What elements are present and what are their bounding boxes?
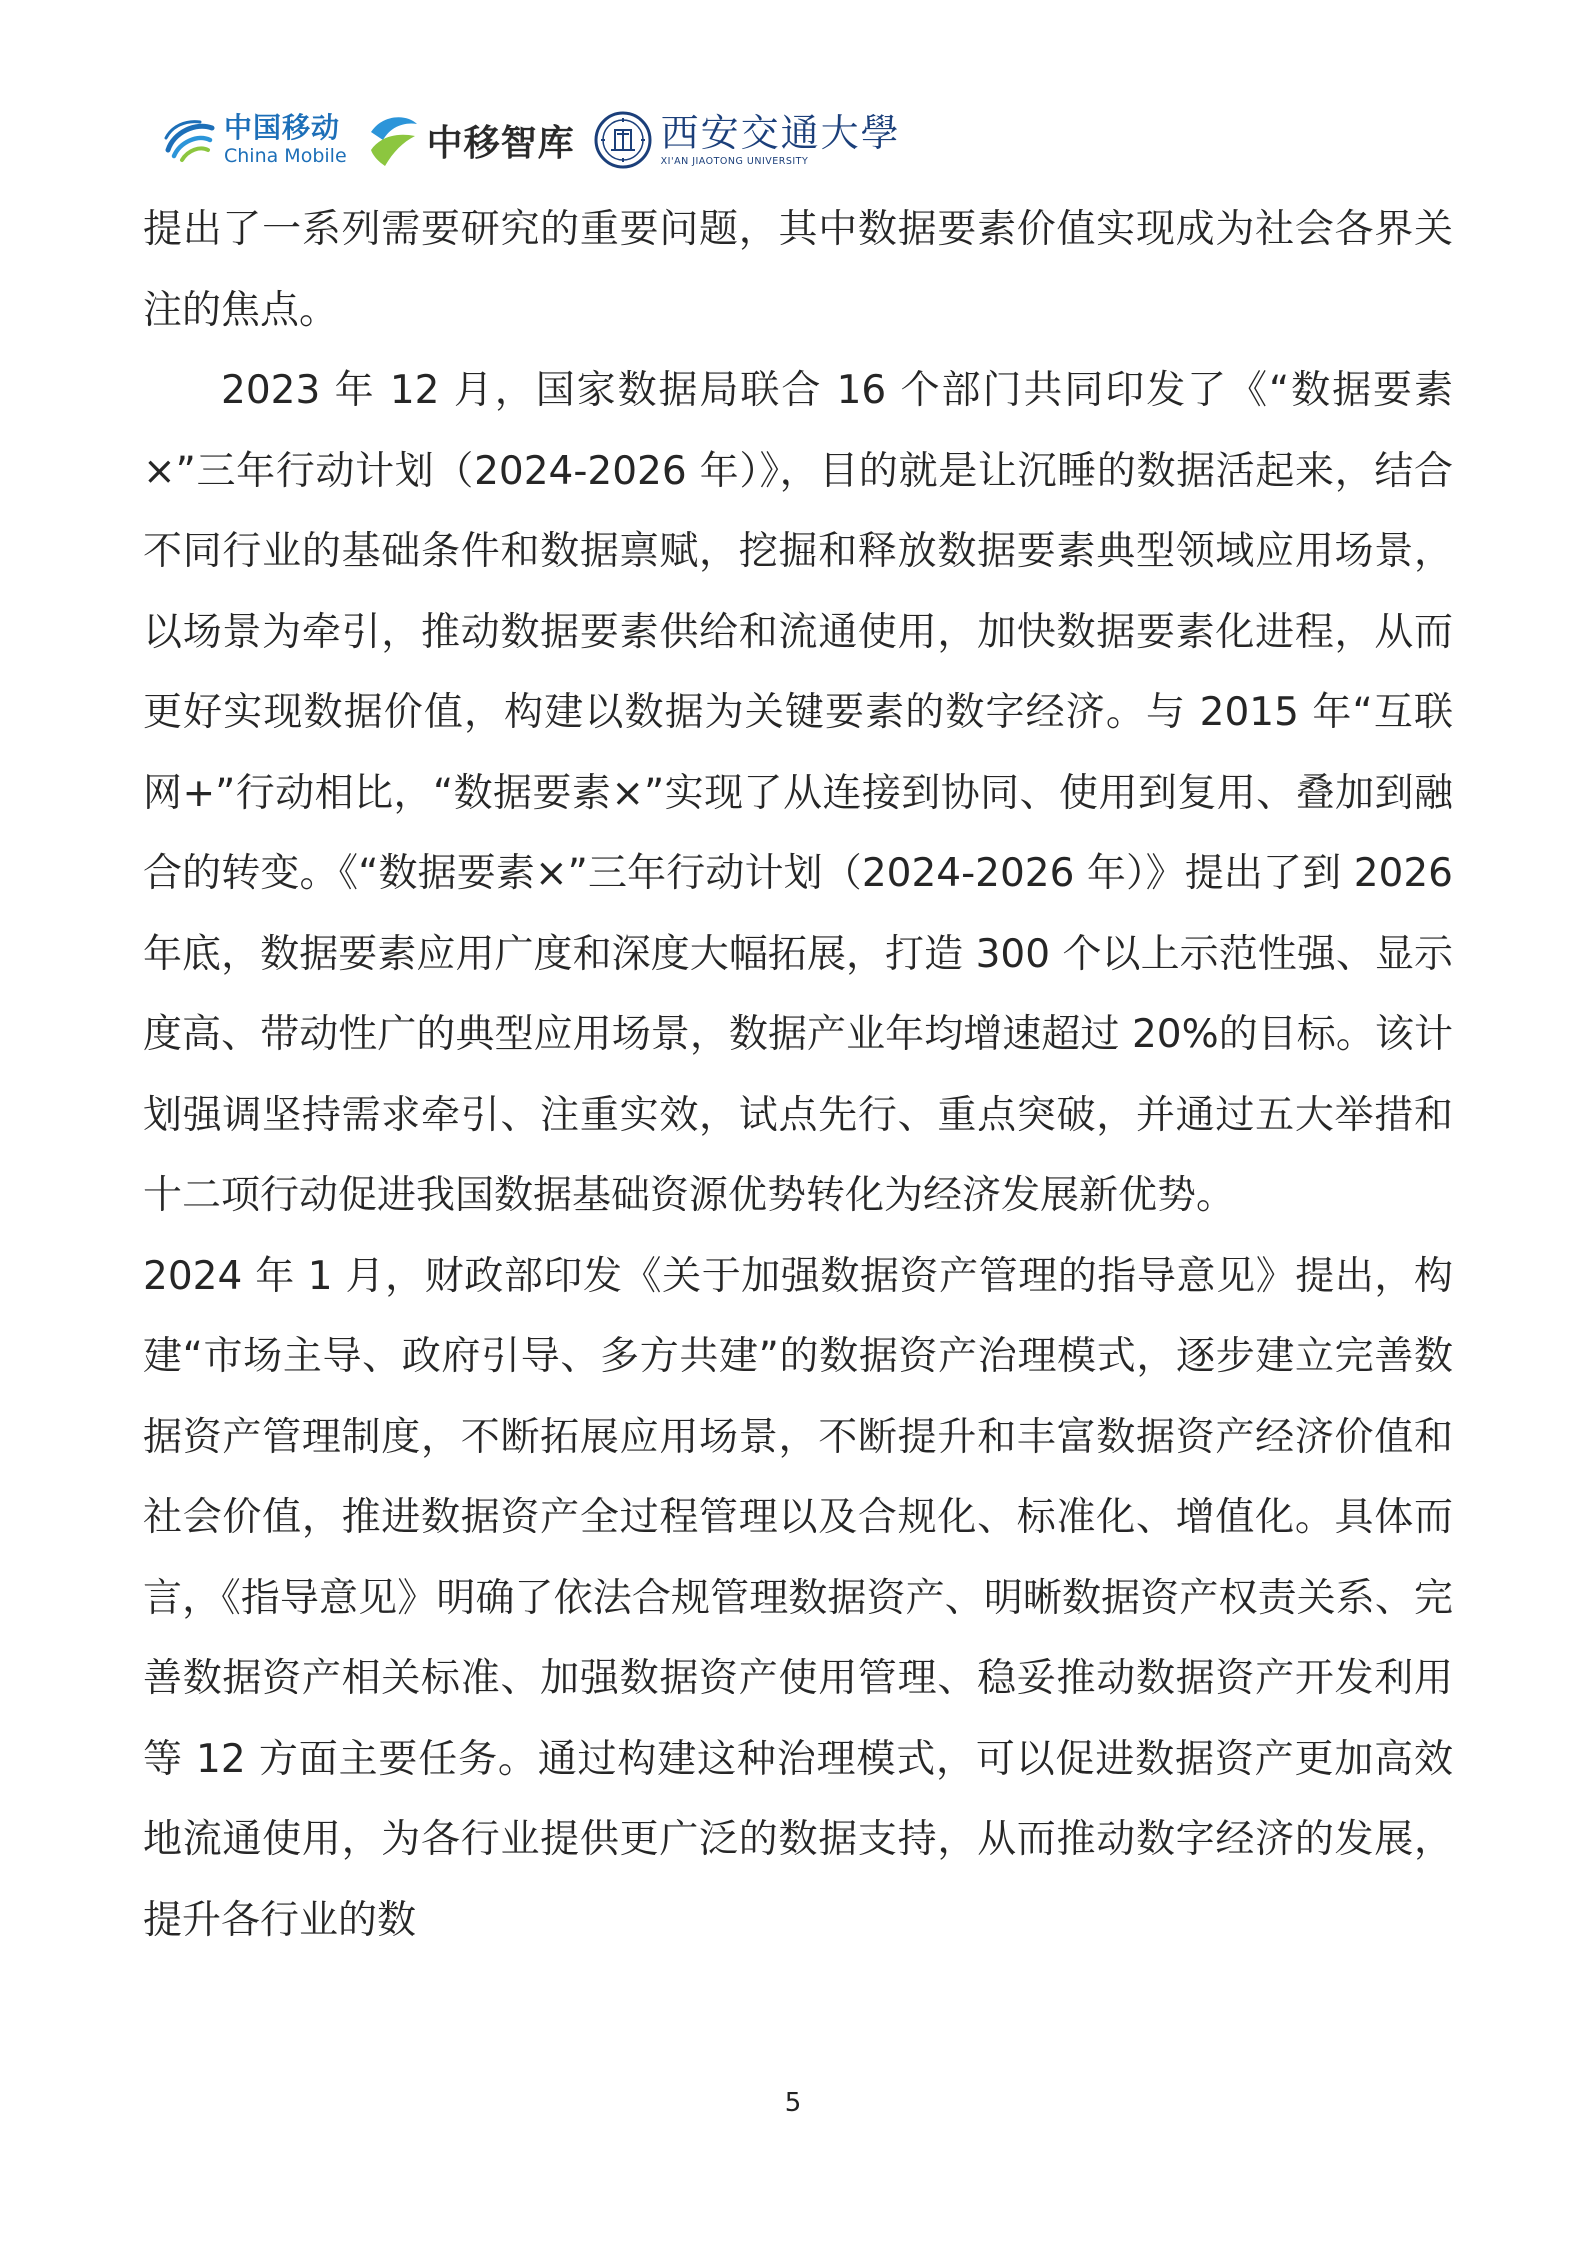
xjtu-seal-icon: [593, 110, 653, 170]
china-mobile-emblem-icon: [160, 114, 218, 166]
zhongyi-think-tank-logo: [365, 110, 575, 170]
xjtu-en-name: XI'AN JIAOTONG UNIVERSITY: [660, 155, 809, 167]
zhongyi-emblem-icon: [365, 110, 421, 170]
xjtu-cn-name: 西安交通大學: [660, 110, 901, 155]
paragraph: 2023 年 12 月，国家数据局联合 16 个部门共同印发了《“数据要素×”三年行动计划（2024-2026 年）》，目的就是让沉睡的数据活起来，结合不同行业的基础条件和数据禀赋，挖掘和释放数据要素典型领域应用场景，以场景为牵引，推动数据要素供给和流通使用，加快数据要素化进程，从而更好实现数据价值，构建以数据为关键要素的数字经济。与 2015 年“互联网+”行动相比，“数据要素×”实现了从连接到协同、使用到复用、叠加到融合的转变。《“数据要素×”三年行动计划（2024-2026 年）》提出了到 2026 年底，数据要素应用广度和深度大幅拓展，打造 300 个以上示范性强、显示度高、带动性广的典型应用场景，数据产业年均增速超过 20%的目标。该计划强调坚持需求牵引、注重实效，试点先行、重点突破，并通过五大举措和十二项行动促进我国数据基础资源优势转化为经济发展新优势。: [143, 368, 1453, 1218]
page-header: [160, 100, 919, 180]
paragraph: 提出了一系列需要研究的重要问题，其中数据要素价值实现成为社会各界关注的焦点。: [143, 207, 1453, 333]
xjtu-logo: [593, 110, 901, 170]
china-mobile-cn-name: 中国移动: [224, 111, 341, 144]
paragraph: 2024 年 1 月，财政部印发《关于加强数据资产管理的指导意见》提出，构建“市场主导、政府引导、多方共建”的数据资产治理模式，逐步建立完善数据资产管理制度，不断拓展应用场景，不断提升和丰富数据资产经济价值和社会价值，推进数据资产全过程管理以及合规化、标准化、增值化。具体而言，《指导意见》明确了依法合规管理数据资产、明晰数据资产权责关系、完善数据资产相关标准、加强数据资产使用管理、稳妥推动数据资产开发利用等 12 方面主要任务。通过构建这种治理模式，可以促进数据资产更加高效地流通使用，为各行业提供更广泛的数据支持，从而推动数字经济的发展，提升各行业的数: [143, 1253, 1453, 1943]
china-mobile-logo: [160, 111, 347, 167]
china-mobile-en-name: China Mobile: [224, 145, 347, 167]
body-text: [143, 190, 1453, 1961]
zhongyi-name: 中移智库: [426, 122, 575, 164]
page-number: 5: [784, 2088, 802, 2118]
